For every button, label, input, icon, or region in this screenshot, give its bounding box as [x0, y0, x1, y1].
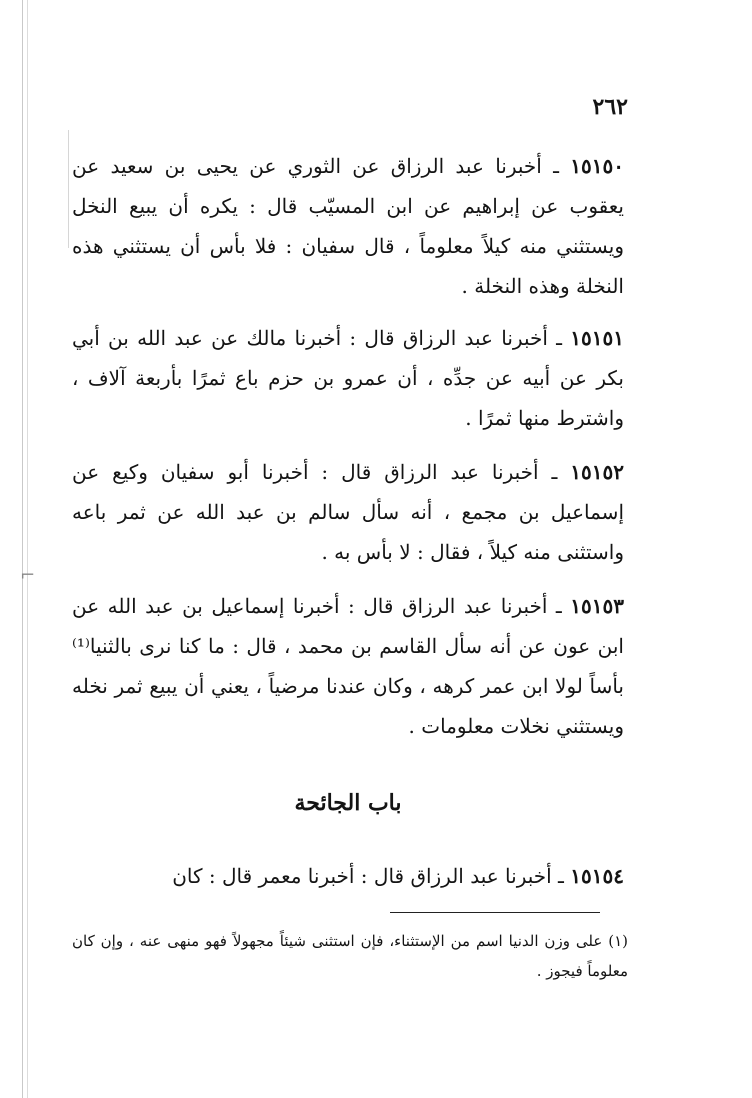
hadith-text: ـ أخبرنا عبد الرزاق عن الثوري عن يحيى بن سعيد عن يعقوب عن إبراهيم عن ابن المسيّب قال : يكره أن يبيع النخل ويستثني منه كيلاً معلوماً ، قال سفيان : فلا بأس أن يستثني هذه النخلة وهذه النخلة . [72, 154, 624, 298]
hadith-number: ١٥١٥٣ [570, 594, 624, 618]
chapter-heading: باب الجائحة [294, 790, 402, 816]
hadith-text: ـ أخبرنا عبد الرزاق قال : أخبرنا إسماعيل بن عبد الله عن ابن عون عن أنه سأل القاسم بن محمد ، قال : ما كنا نرى بالثنيا⁽¹⁾ بأساً لولا ابن عمر كرهه ، وكان عندنا مرضياً ، يعني أن يبيع ثمر نخله ويستثني نخلات معلومات . [72, 594, 624, 738]
scan-edge-line [68, 130, 69, 248]
hadith-number: ١٥١٥٢ [570, 460, 624, 484]
hadith-paragraph [72, 856, 624, 896]
hadith-number: ١٥١٥٤ [570, 864, 624, 888]
hadith-text: ـ أخبرنا عبد الرزاق قال : أخبرنا معمر قال : كان [172, 864, 571, 888]
hadith-paragraph [72, 318, 624, 438]
hadith-paragraph [72, 146, 624, 306]
footnote: (١) على وزن الدنيا اسم من الإستثناء، فإن استثنى شيئاً مجهولاً فهو منهى عنه ، وإن كان معلوماً فيجوز . [72, 932, 628, 980]
margin-mark: ⌐ [20, 565, 36, 586]
hadith-number: ١٥١٥٠ [570, 154, 624, 178]
footnote-divider [390, 912, 600, 913]
hadith-paragraph [72, 586, 624, 746]
hadith-text: ـ أخبرنا عبد الرزاق قال : أخبرنا أبو سفيان وكيع عن إسماعيل بن مجمع ، أنه سأل سالم بن عبد الله عن ثمر باعه واستثنى منه كيلاً ، فقال : لا بأس به . [72, 460, 624, 564]
scan-edge-line [22, 0, 23, 1098]
hadith-number: ١٥١٥١ [570, 326, 624, 350]
hadith-text: ـ أخبرنا عبد الرزاق قال : أخبرنا مالك عن عبد الله بن أبي بكر عن أبيه عن جدِّه ، أن عمرو بن حزم باع ثمرًا بأربعة آلاف ، واشترط منها ثمرًا . [72, 326, 624, 430]
hadith-paragraph [72, 452, 624, 572]
scan-edge-line [27, 0, 28, 1098]
page-number: ٢٦٢ [592, 94, 628, 120]
